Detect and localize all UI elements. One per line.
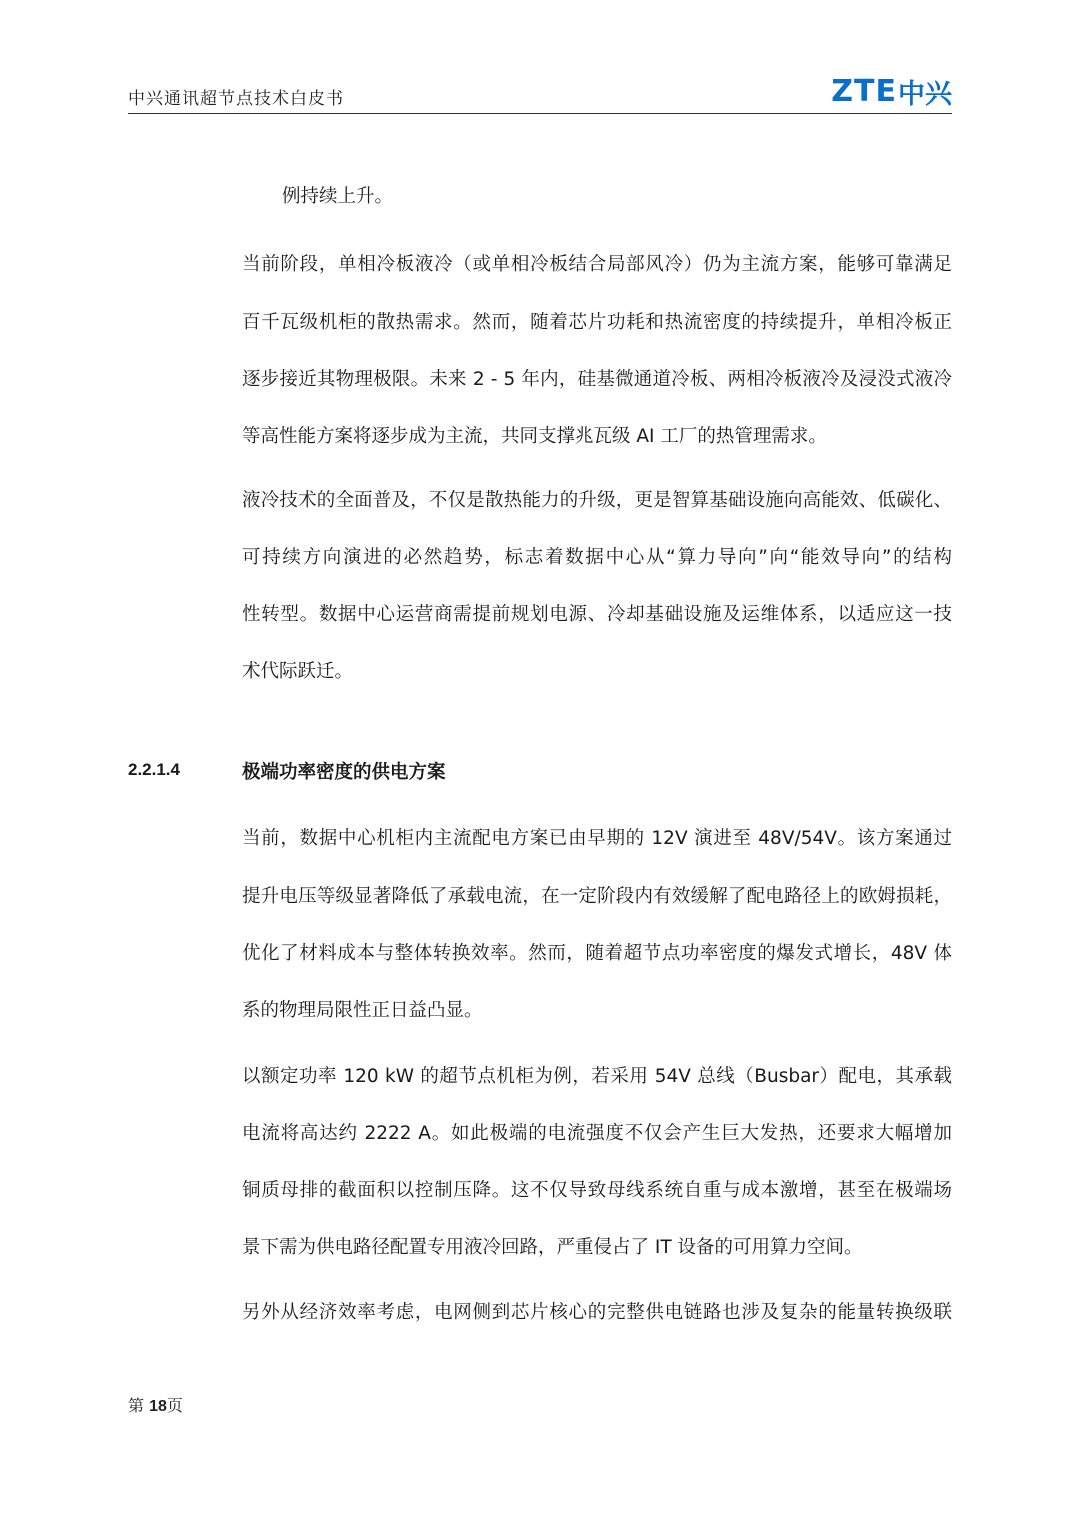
text-line: 可持续方向演进的必然趋势，标志着数据中心从“算力导向”向“能效导向”的结构 — [242, 547, 952, 568]
logo-latin: ZTE — [831, 73, 897, 109]
text-line: 液冷技术的全面普及，不仅是散热能力的升级，更是智算基础设施向高能效、低碳化、 — [242, 490, 952, 511]
text-line: 当前阶段，单相冷板液冷（或单相冷板结合局部风冷）仍为主流方案，能够可靠满足 — [242, 254, 952, 275]
logo-cjk: 中兴 — [898, 78, 952, 110]
text-line: 逐步接近其物理极限。未来 2 - 5 年内，硅基微通道冷板、两相冷板液冷及浸没式液冷 — [242, 369, 952, 390]
text-line: 以额定功率 120 kW 的超节点机柜为例，若采用 54V 总线（Busbar）配电，其承载 — [242, 1066, 952, 1087]
text-line: 术代际跃迁。 — [242, 661, 354, 682]
page-number-suffix: 页 — [166, 1396, 183, 1415]
page-header — [128, 62, 952, 116]
page-number: 18 — [149, 1398, 167, 1415]
document-title: 中兴通讯超节点技术白皮书 — [128, 89, 344, 109]
text-line: 景下需为供电路径配置专用液冷回路，严重侵占了 IT 设备的可用算力空间。 — [242, 1237, 863, 1258]
page-footer — [128, 1393, 183, 1416]
text-line: 另外从经济效率考虑，电网侧到芯片核心的完整供电链路也涉及复杂的能量转换级联 — [242, 1302, 952, 1323]
text-line: 铜质母排的截面积以控制压降。这不仅导致母线系统自重与成本激增，甚至在极端场 — [242, 1180, 952, 1201]
section-title: 极端功率密度的供电方案 — [242, 762, 446, 783]
text-line: 优化了材料成本与整体转换效率。然而，随着超节点功率密度的爆发式增长，48V 体 — [242, 943, 952, 964]
header-divider — [128, 113, 952, 114]
page-number-prefix: 第 — [128, 1396, 150, 1415]
text-line: 例持续上升。 — [282, 186, 394, 207]
text-line: 等高性能方案将逐步成为主流，共同支撑兆瓦级 AI 工厂的热管理需求。 — [242, 426, 827, 447]
text-line: 电流将高达约 2222 A。如此极端的电流强度不仅会产生巨大发热，还要求大幅增加 — [242, 1123, 952, 1144]
section-number: 2.2.1.4 — [128, 760, 180, 779]
text-line: 提升电压等级显著降低了承载电流，在一定阶段内有效缓解了配电路径上的欧姆损耗， — [242, 886, 952, 907]
zte-logo — [831, 74, 952, 108]
section-heading — [128, 758, 952, 788]
text-line: 当前，数据中心机柜内主流配电方案已由早期的 12V 演进至 48V/54V。该方案通过 — [242, 828, 952, 849]
text-line: 系的物理局限性正日益凸显。 — [242, 1000, 483, 1021]
text-line: 百千瓦级机柜的散热需求。然而，随着芯片功耗和热流密度的持续提升，单相冷板正 — [242, 312, 952, 333]
text-line: 性转型。数据中心运营商需提前规划电源、冷却基础设施及运维体系，以适应这一技 — [242, 604, 952, 625]
